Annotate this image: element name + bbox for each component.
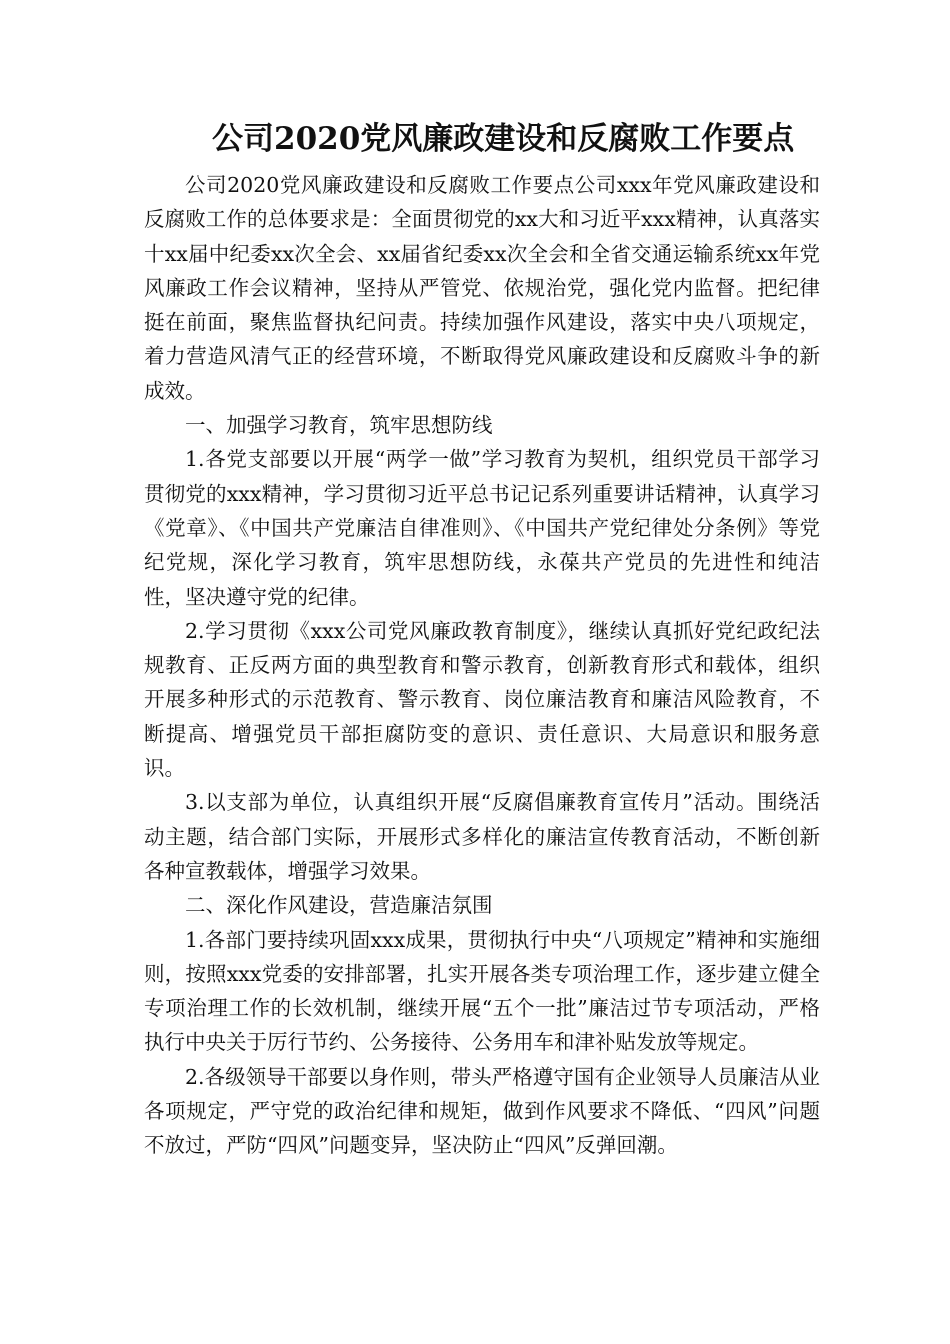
paragraph-2-1: 1.各部门要持续巩固xxx成果，贯彻执行中央“八项规定”精神和实施细则，按照xxx党委的安排部署，扎实开展各类专项治理工作，逐步建立健全专项治理工作的长效机制，继续开展“五个一批”廉洁过节专项活动，严格执行中央关于厉行节约、公务接待、公务用车和津补贴发放等规定。 (144, 927, 820, 1055)
paragraph-2-2: 2.各级领导干部要以身作则，带头严格遵守国有企业领导人员廉洁从业各项规定，严守党的政治纪律和规矩，做到作风要求不降低、“四风”问题不放过，严防“四风”问题变异，坚决防止“四风”反弹回潮。 (144, 1064, 820, 1158)
paragraph-1-2: 2.学习贯彻《xxx公司党风廉政教育制度》，继续认真抓好党纪政纪法规教育、正反两方面的典型教育和警示教育，创新教育形式和载体，组织开展多种形式的示范教育、警示教育、岗位廉洁教育和廉洁风险教育，不断提高、增强党员干部拒腐防变的意识、责任意识、大局意识和服务意识。 (144, 618, 820, 781)
section-heading-2: 二、深化作风建设，营造廉洁氛围 (185, 893, 493, 918)
document-body (144, 168, 820, 1163)
intro-paragraph: 公司2020党风廉政建设和反腐败工作要点公司xxx年党风廉政建设和反腐败工作的总体要求是：全面贯彻党的xx大和习近平xxx精神，认真落实十xx届中纪委xx次全会、xx届省纪委xx次全会和全省交通运输系统xx年党风廉政工作会议精神，坚持从严管党、依规治党，强化党内监督。把纪律挺在前面，聚焦监督执纪问责。持续加强作风建设，落实中央八项规定，着力营造风清气正的经营环境，不断取得党风廉政建设和反腐败斗争的新成效。 (144, 173, 820, 403)
section-heading-1: 一、加强学习教育，筑牢思想防线 (185, 413, 493, 438)
paragraph-1-1: 1.各党支部要以开展“两学一做”学习教育为契机，组织党员干部学习贯彻党的xxx精神，学习贯彻习近平总书记记系列重要讲话精神，认真学习《党章》、《中国共产党廉洁自律准则》、《中国共产党纪律处分条例》等党纪党规，深化学习教育，筑牢思想防线，永葆共产党员的先进性和纯洁性，坚决遵守党的纪律。 (144, 447, 820, 609)
paragraph-1-3: 3.以支部为单位，认真组织开展“反腐倡廉教育宣传月”活动。围绕活动主题，结合部门实际，开展形式多样化的廉洁宣传教育活动，不断创新各种宣教载体，增强学习效果。 (144, 790, 820, 883)
document-title: 公司2020党风廉政建设和反腐败工作要点 (212, 121, 795, 157)
